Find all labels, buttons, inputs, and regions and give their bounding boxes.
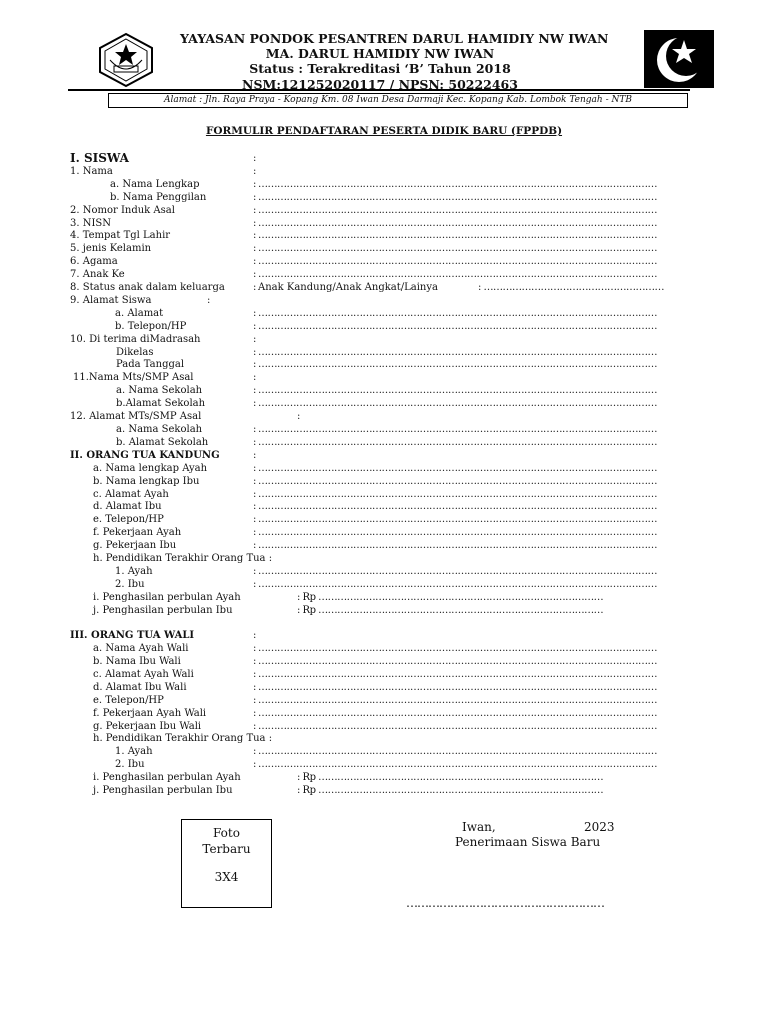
- form-row: [0, 255, 768, 268]
- form-row: [0, 578, 768, 591]
- field-colon: :: [253, 347, 257, 358]
- field-blank-rp[interactable]: : Rp ………………………………………………………………………………: [297, 592, 604, 603]
- field-blank[interactable]: ………………………………………………………………………………………………………………: [258, 192, 657, 203]
- field-colon: :: [253, 501, 257, 512]
- field-label: i. Penghasilan perbulan Ayah: [93, 772, 241, 783]
- field-label: 7. Anak Ke: [70, 269, 125, 280]
- field-colon: :: [253, 514, 257, 525]
- field-colon: :: [253, 450, 257, 461]
- field-blank[interactable]: ………………………………………………………………………………………………………………: [258, 398, 657, 409]
- photo-label-1: Foto: [213, 826, 240, 840]
- field-label: 2. Ibu: [115, 759, 145, 770]
- form-row: [0, 449, 768, 462]
- form-row: [0, 268, 768, 281]
- field-blank[interactable]: ………………………………………………………………………………………………………………: [258, 437, 657, 448]
- form-row: [0, 397, 768, 410]
- field-colon: :: [253, 321, 257, 332]
- school-crest-icon: [96, 32, 156, 88]
- field-blank[interactable]: ………………………………………………………………………………………………………………: [258, 579, 657, 590]
- field-colon: :: [253, 385, 257, 396]
- field-blank[interactable]: ………………………………………………………………………………………………………………: [258, 759, 657, 770]
- field-label: c. Alamat Ayah: [93, 489, 169, 500]
- field-colon: :: [253, 334, 257, 345]
- field-blank[interactable]: ………………………………………………………………………………………………………………: [258, 643, 657, 654]
- field-blank[interactable]: ………………………………………………………………………………………………………………: [258, 669, 657, 680]
- field-colon: :: [253, 153, 257, 164]
- field-label: g. Pekerjaan Ibu Wali: [93, 721, 202, 732]
- field-blank[interactable]: ………………………………………………………………………………………………………………: [258, 463, 657, 474]
- field-blank[interactable]: ………………………………………………………………………………………………………………: [258, 308, 657, 319]
- field-colon: :: [253, 308, 257, 319]
- field-label: j. Penghasilan perbulan Ibu: [93, 605, 233, 616]
- photo-size: 3X4: [214, 870, 239, 884]
- form-row: [0, 165, 768, 178]
- field-colon: :: [253, 205, 257, 216]
- field-label: h. Pendidikan Terakhir Orang Tua :: [93, 733, 273, 744]
- field-blank[interactable]: ………………………………………………………………………………………………………………: [258, 708, 657, 719]
- field-label: 1. Ayah: [115, 566, 153, 577]
- field-colon: :: [253, 540, 257, 551]
- field-blank[interactable]: ………………………………………………………………………………………………………………: [258, 682, 657, 693]
- field-label: b.Alamat Sekolah: [116, 398, 206, 409]
- header-foundation-name: YAYASAN PONDOK PESANTREN DARUL HAMIDIY NW IWAN: [180, 31, 609, 46]
- field-label: d. Alamat Ibu Wali: [93, 682, 187, 693]
- field-colon: :: [253, 476, 257, 487]
- header-divider: [68, 89, 690, 91]
- field-colon: :: [253, 192, 257, 203]
- field-label: h. Pendidikan Terakhir Orang Tua :: [93, 553, 273, 564]
- form-row: [0, 604, 768, 617]
- field-colon: :: [253, 243, 257, 254]
- signature-place: Iwan,: [462, 820, 496, 834]
- field-label: c. Alamat Ayah Wali: [93, 669, 194, 680]
- form-row: [0, 371, 768, 384]
- signature-line: ………………………………………………: [406, 896, 604, 910]
- field-label: b. Alamat Sekolah: [116, 437, 209, 448]
- form-row: [0, 152, 768, 165]
- field-blank[interactable]: ………………………………………………………………………………………………………………: [258, 205, 657, 216]
- field-colon: :: [253, 759, 257, 770]
- field-colon: :: [253, 398, 257, 409]
- field-blank[interactable]: ………………………………………………………………………………………………………………: [258, 489, 657, 500]
- field-label: a. Nama Sekolah: [116, 424, 203, 435]
- form-row: [0, 423, 768, 436]
- star-crescent-icon: [644, 30, 714, 88]
- field-blank[interactable]: ………………………………………………………………………………………………………………: [258, 476, 657, 487]
- field-blank[interactable]: ………………………………………………………………………………………………………………: [258, 424, 657, 435]
- field-blank[interactable]: ………………………………………………………………………………………………………………: [258, 359, 657, 370]
- header-school-name: MA. DARUL HAMIDIY NW IWAN: [265, 46, 495, 61]
- field-label: j. Penghasilan perbulan Ibu: [93, 785, 233, 796]
- field-blank[interactable]: ………………………………………………………………………………………………………………: [258, 656, 657, 667]
- form-row: [0, 668, 768, 681]
- form-row: [0, 732, 768, 745]
- form-row: [0, 655, 768, 668]
- field-colon: :: [253, 682, 257, 693]
- form-row: [0, 358, 768, 371]
- field-label: b. Telepon/HP: [115, 321, 187, 332]
- field-colon: :: [253, 527, 257, 538]
- field-label: a. Nama Ayah Wali: [93, 643, 189, 654]
- field-blank[interactable]: ………………………………………………………………………………………………………………: [258, 179, 657, 190]
- field-colon: :: [253, 489, 257, 500]
- form-row: [0, 681, 768, 694]
- field-label: a. Nama lengkap Ayah: [93, 463, 208, 474]
- field-label: 8. Status anak dalam keluarga: [70, 282, 225, 293]
- field-label: i. Penghasilan perbulan Ayah: [93, 592, 241, 603]
- field-label: Pada Tanggal: [116, 359, 185, 370]
- form-row: [0, 410, 768, 423]
- form-row: [0, 281, 768, 294]
- form-row: [0, 294, 768, 307]
- field-colon: :: [253, 579, 257, 590]
- field-value: Anak Kandung/Anak Angkat/Lainya: [258, 282, 438, 293]
- form-row: [0, 178, 768, 191]
- field-blank[interactable]: ………………………………………………………………………………………………………………: [258, 501, 657, 512]
- photo-label-2: Terbaru: [202, 842, 251, 856]
- photo-box: [181, 819, 272, 908]
- field-blank-rp[interactable]: : Rp ………………………………………………………………………………: [297, 785, 604, 796]
- field-colon: :: [253, 166, 257, 177]
- field-blank[interactable]: ………………………………………………………………………………………………………………: [258, 321, 657, 332]
- field-label: Dikelas: [116, 347, 154, 358]
- field-label: 10. Di terima diMadrasah: [70, 334, 201, 345]
- field-blank[interactable]: ………………………………………………………………………………………………………………: [258, 746, 657, 757]
- field-label: 9. Alamat Siswa: [70, 295, 152, 306]
- field-label: a. Nama Sekolah: [116, 385, 203, 396]
- form-row: [0, 513, 768, 526]
- field-blank[interactable]: ………………………………………………………………………………………………………………: [258, 218, 657, 229]
- form-row: [0, 242, 768, 255]
- form-row: [0, 320, 768, 333]
- field-colon: :: [253, 230, 257, 241]
- field-label: f. Pekerjaan Ayah Wali: [93, 708, 207, 719]
- form-row: [0, 565, 768, 578]
- field-label: 2. Ibu: [115, 579, 145, 590]
- field-label: a. Nama Lengkap: [110, 179, 200, 190]
- field-label: I. SISWA: [70, 151, 129, 165]
- field-label: 11.Nama Mts/SMP Asal: [73, 372, 194, 383]
- field-colon: :: [253, 437, 257, 448]
- field-blank[interactable]: ………………………………………………………………………………………………………………: [258, 527, 657, 538]
- field-label: b. Nama lengkap Ibu: [93, 476, 200, 487]
- field-blank[interactable]: ………………………………………………………………………………………………………………: [258, 721, 657, 732]
- field-colon: :: [253, 256, 257, 267]
- form-row: [0, 333, 768, 346]
- form-row: [0, 204, 768, 217]
- form-row: [0, 591, 768, 604]
- form-row: [0, 191, 768, 204]
- field-blank-rp[interactable]: : Rp ………………………………………………………………………………: [297, 772, 604, 783]
- field-blank[interactable]: ………………………………………………………………………………………………………………: [258, 269, 657, 280]
- field-blank[interactable]: ………………………………………………………………………………………………………………: [258, 347, 657, 358]
- form-row: [0, 475, 768, 488]
- field-label: b. Nama Ibu Wali: [93, 656, 181, 667]
- field-colon: :: [253, 708, 257, 719]
- field-colon: :: [253, 372, 257, 383]
- form-row: [0, 629, 768, 642]
- field-blank[interactable]: ………………………………………………………………………………………………………………: [258, 256, 657, 267]
- field-colon: :: [253, 359, 257, 370]
- form-row: [0, 462, 768, 475]
- form-row: [0, 526, 768, 539]
- field-label: e. Telepon/HP: [93, 514, 164, 525]
- field-colon: :: [253, 463, 257, 474]
- field-colon: :: [253, 424, 257, 435]
- field-colon: :: [253, 746, 257, 757]
- field-label: f. Pekerjaan Ayah: [93, 527, 182, 538]
- field-blank[interactable]: : …………………………………………………: [478, 282, 665, 293]
- field-label: 5. jenis Kelamin: [70, 243, 152, 254]
- field-blank[interactable]: ………………………………………………………………………………………………………………: [258, 540, 657, 551]
- field-colon: :: [253, 179, 257, 190]
- field-label: 6. Agama: [70, 256, 118, 267]
- field-label: g. Pekerjaan Ibu: [93, 540, 177, 551]
- form-row: [0, 436, 768, 449]
- form-row: [0, 500, 768, 513]
- field-colon: :: [253, 721, 257, 732]
- form-row: [0, 307, 768, 320]
- form-row: [0, 552, 768, 565]
- field-colon: :: [253, 630, 257, 641]
- form-row: [0, 384, 768, 397]
- field-colon: :: [253, 669, 257, 680]
- field-label: 3. NISN: [70, 218, 112, 229]
- form-row: [0, 229, 768, 242]
- field-colon: :: [253, 269, 257, 280]
- form-row: [0, 758, 768, 771]
- field-label: a. Alamat: [115, 308, 164, 319]
- field-label: 1. Ayah: [115, 746, 153, 757]
- form-row: [0, 784, 768, 797]
- form-title: FORMULIR PENDAFTARAN PESERTA DIDIK BARU (FPPDB): [205, 125, 563, 137]
- header-accreditation: Status : Terakreditasi ‘B’ Tahun 2018: [249, 61, 511, 76]
- field-colon: :: [253, 643, 257, 654]
- form-row: [0, 745, 768, 758]
- field-blank[interactable]: ………………………………………………………………………………………………………………: [258, 385, 657, 396]
- field-colon: :: [207, 295, 211, 306]
- form-row: [0, 642, 768, 655]
- form-row: [0, 771, 768, 784]
- signature-role: Penerimaan Siswa Baru: [455, 835, 601, 849]
- form-row: [0, 694, 768, 707]
- field-blank[interactable]: ………………………………………………………………………………………………………………: [258, 243, 657, 254]
- field-colon: :: [253, 695, 257, 706]
- field-label: III. ORANG TUA WALI: [70, 630, 195, 641]
- field-label: b. Nama Penggilan: [110, 192, 207, 203]
- field-colon: :: [253, 218, 257, 229]
- field-blank[interactable]: ………………………………………………………………………………………………………………: [258, 514, 657, 525]
- field-label: 4. Tempat Tgl Lahir: [70, 230, 171, 241]
- field-colon: :: [253, 656, 257, 667]
- header-address: Alamat : Jln. Raya Praya - Kopang Km. 08 Iwan Desa Darmaji Kec. Kopang Kab. Lombok Tengah - NTB: [108, 93, 688, 108]
- field-colon: :: [297, 411, 301, 422]
- field-label: 12. Alamat MTs/SMP Asal: [70, 411, 202, 422]
- field-blank[interactable]: ………………………………………………………………………………………………………………: [258, 695, 657, 706]
- field-label: 2. Nomor Induk Asal: [70, 205, 175, 216]
- field-colon: :: [253, 282, 257, 293]
- field-blank-rp[interactable]: : Rp ………………………………………………………………………………: [297, 605, 604, 616]
- field-label: e. Telepon/HP: [93, 695, 164, 706]
- field-label: 1. Nama: [70, 166, 113, 177]
- field-blank[interactable]: ………………………………………………………………………………………………………………: [258, 566, 657, 577]
- field-blank[interactable]: ………………………………………………………………………………………………………………: [258, 230, 657, 241]
- field-label: d. Alamat Ibu: [93, 501, 162, 512]
- form-row: [0, 707, 768, 720]
- form-row: [0, 539, 768, 552]
- field-colon: :: [253, 566, 257, 577]
- header-nsm-npsn: NSM:121252020117 / NPSN: 50222463: [242, 77, 518, 92]
- signature-year: 2023: [584, 820, 615, 834]
- field-label: II. ORANG TUA KANDUNG: [70, 450, 220, 461]
